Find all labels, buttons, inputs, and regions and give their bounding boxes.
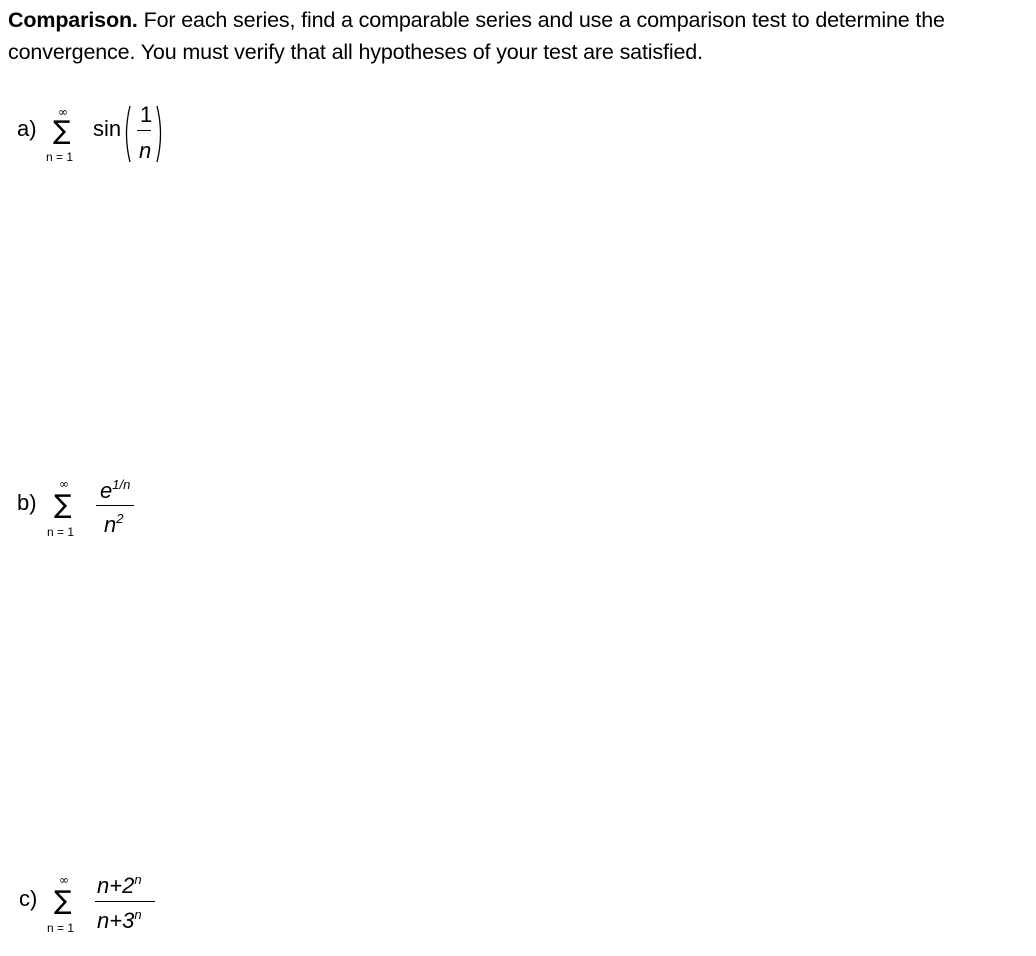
problem-b-denominator-exponent: 2 — [116, 511, 124, 526]
problem-b-label: b) — [17, 490, 37, 515]
problem-c-label: c) — [19, 886, 38, 911]
right-paren — [155, 104, 165, 164]
problem-c-denominator-base: n+3 — [97, 908, 135, 933]
sigma-symbol: ∑ — [54, 886, 72, 916]
problem-a — [0, 98, 400, 188]
problem-c — [0, 866, 400, 956]
problem-c-numerator-base: n+2 — [97, 873, 135, 898]
problem-b — [0, 470, 400, 560]
problem-c-numerator-exponent: n — [134, 872, 142, 887]
problem-a-numerator: 1 — [140, 102, 153, 127]
problem-a-label: a) — [17, 116, 37, 141]
sigma-symbol: ∑ — [54, 490, 72, 520]
problem-c-upper-limit: ∞ — [59, 873, 69, 887]
problem-b-numerator-base: e — [100, 478, 113, 503]
problem-a-upper-limit: ∞ — [58, 105, 68, 119]
problem-c-numerator — [97, 872, 142, 900]
instructions-paragraph — [8, 4, 1032, 68]
problem-b-numerator-exponent: 1/n — [112, 477, 131, 492]
problem-c-denominator-exponent: n — [134, 907, 142, 922]
instructions-body: For each series, find a comparable series and use a comparison test to determine the convergence. You must verify that all hypotheses of your test are satisfied. — [8, 8, 945, 64]
problem-a-denominator: n — [139, 138, 152, 163]
fraction-bar — [95, 901, 155, 902]
problem-b-numerator — [100, 477, 131, 505]
left-paren — [122, 104, 132, 164]
problem-a-lower-limit: n = 1 — [46, 150, 74, 164]
sigma-symbol: ∑ — [53, 116, 71, 146]
problem-c-denominator — [97, 907, 142, 935]
problem-b-denominator — [104, 511, 124, 539]
problem-c-lower-limit: n = 1 — [47, 921, 75, 935]
fraction-bar — [137, 130, 151, 131]
problem-a-function: sin — [93, 116, 122, 141]
problem-b-upper-limit: ∞ — [59, 477, 69, 491]
instructions-heading: Comparison. — [8, 8, 138, 32]
problem-b-lower-limit: n = 1 — [47, 525, 75, 539]
fraction-bar — [96, 505, 134, 506]
problem-b-denominator-base: n — [104, 512, 117, 537]
